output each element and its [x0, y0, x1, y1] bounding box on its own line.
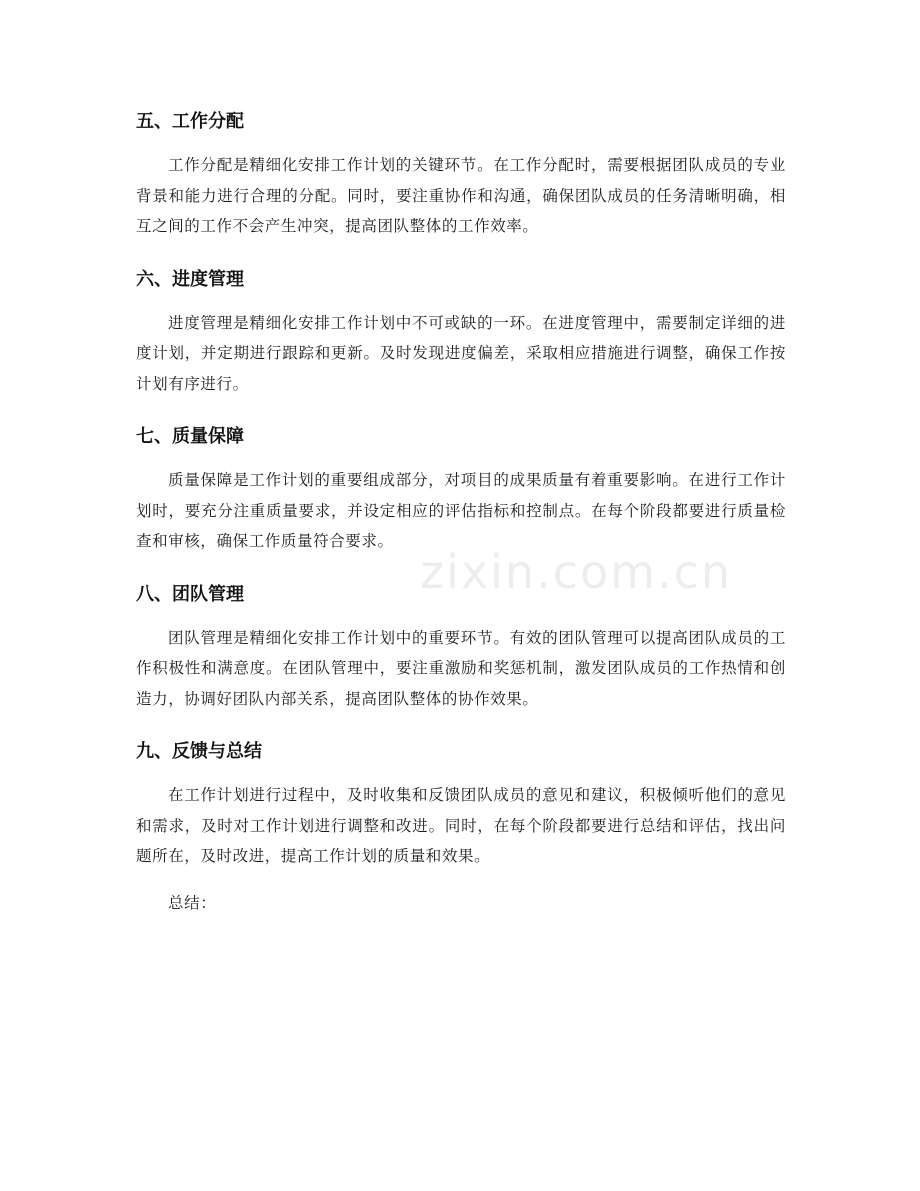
section-paragraph: 质量保障是工作计划的重要组成部分，对项目的成果质量有着重要影响。在进行工作计划时，要充分注重质量要求，并设定相应的评估指标和控制点。在每个阶段都要进行质量检查和审核，确保工作质量符合要求。 [136, 471, 786, 550]
section-paragraph: 进度管理是精细化安排工作计划中不可或缺的一环。在进度管理中，需要制定详细的进度计划，并定期进行跟踪和更新。及时发现进度偏差，采取相应措施进行调整，确保工作按计划有序进行。 [136, 313, 786, 393]
section-paragraph: 团队管理是精细化安排工作计划中的重要环节。有效的团队管理可以提高团队成员的工作积极性和满意度。在团队管理中，要注重激励和奖惩机制，激发团队成员的工作热情和创造力，协调好团队内部关系，提高团队整体的协作效果。 [136, 628, 786, 708]
summary-label: 总结： [168, 893, 217, 912]
section-quality-assurance [136, 415, 786, 557]
section-team-management [136, 573, 786, 715]
section-feedback-summary [136, 730, 786, 872]
section-heading: 五、工作分配 [136, 111, 244, 132]
watermark: zixin.com.cn [420, 545, 733, 599]
section-work-allocation [136, 100, 786, 242]
section-heading: 六、进度管理 [136, 268, 244, 290]
section-heading: 七、质量保障 [136, 426, 244, 447]
section-paragraph: 工作分配是精细化安排工作计划的关键环节。在工作分配时，需要根据团队成员的专业背景和能力进行合理的分配。同时，要注重协作和沟通，确保团队成员的任务清晰明确，相互之间的工作不会产生冲突，提高团队整体的工作效率。 [136, 156, 786, 235]
section-heading: 九、反馈与总结 [136, 741, 262, 762]
document-body [136, 100, 786, 918]
section-paragraph: 在工作计划进行过程中，及时收集和反馈团队成员的意见和建议，积极倾听他们的意见和需求，及时对工作计划进行调整和改进。同时，在每个阶段都要进行总结和评估，找出问题所在，及时改进，提高工作计划的质量和效果。 [136, 786, 786, 865]
section-progress-management [136, 258, 786, 400]
section-heading: 八、团队管理 [136, 583, 244, 605]
